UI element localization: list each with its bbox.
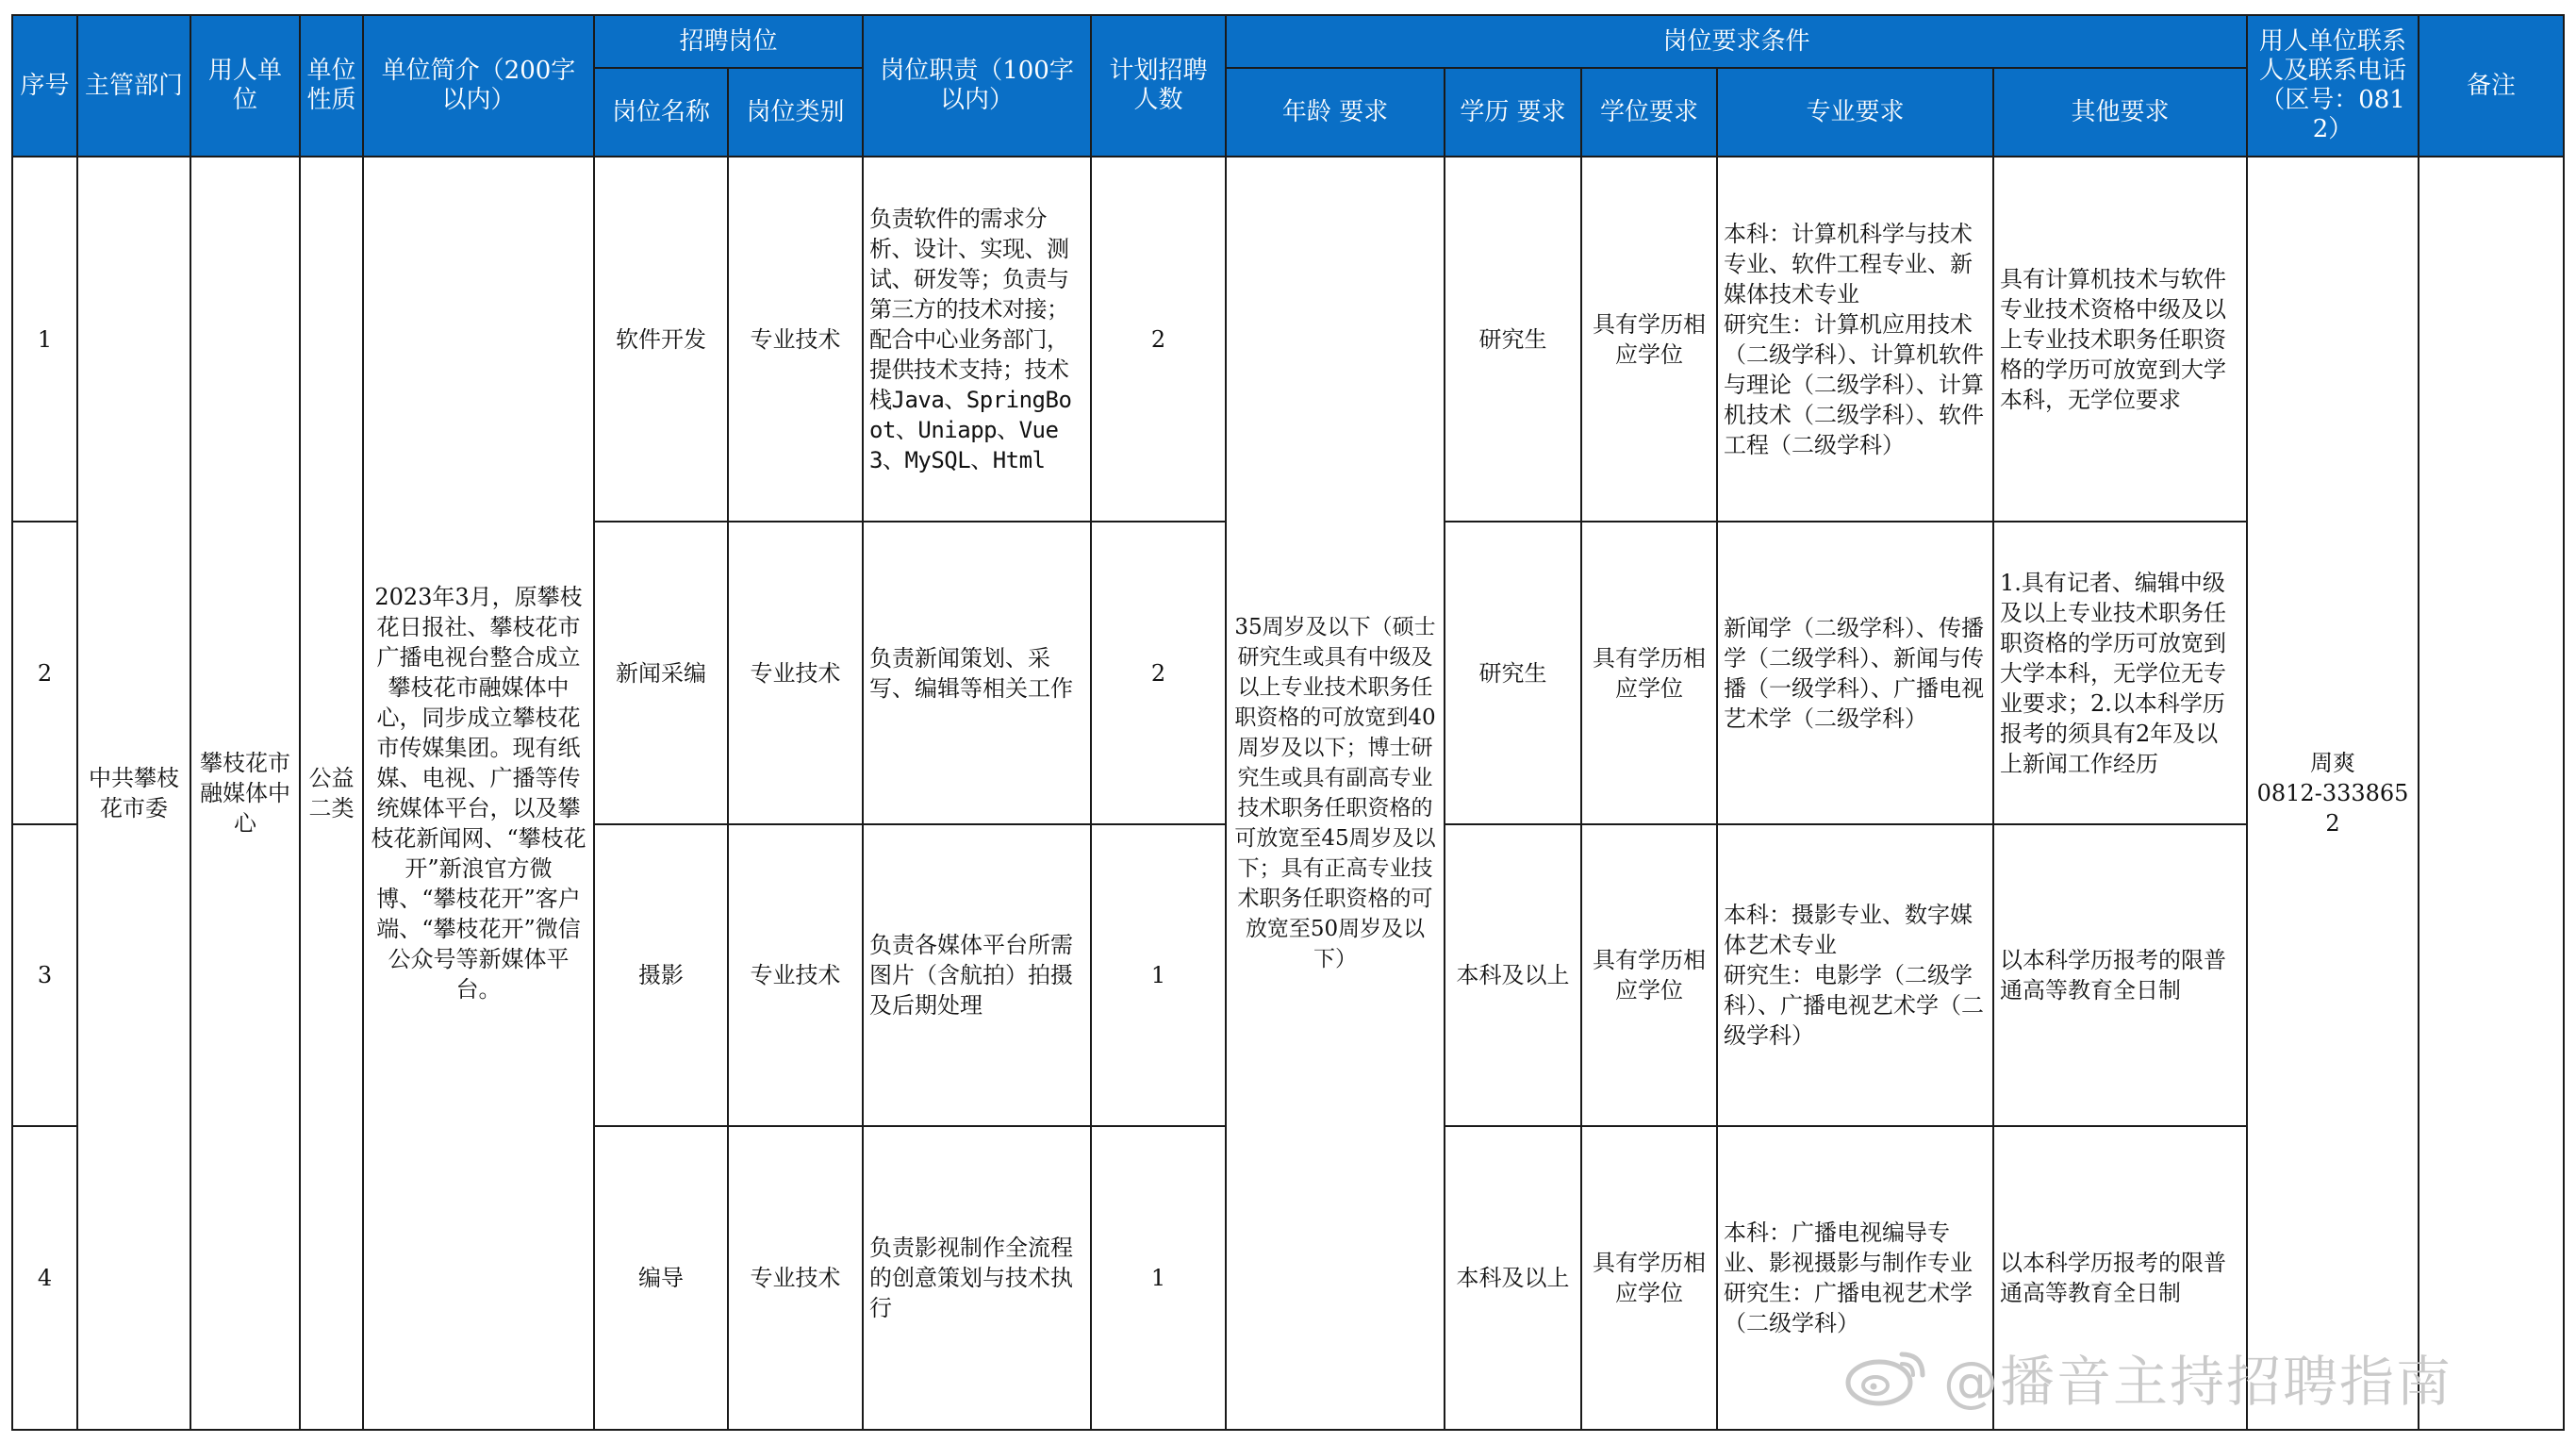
post-name-cell: 编导 [594,1126,728,1430]
header-major: 专业要求 [1717,68,1993,157]
header-req-group: 岗位要求条件 [1226,15,2247,68]
header-remark: 备注 [2419,15,2564,157]
major-cell: 本科：摄影专业、数字媒体艺术专业 研究生：电影学（二级学科）、广播电视艺术学（二级学科） [1717,824,1993,1126]
plan-cell: 1 [1091,824,1226,1126]
header-contact: 用人单位联系人及联系电话（区号：0812） [2247,15,2419,157]
post-type-cell: 专业技术 [728,824,863,1126]
age-cell: 35周岁及以下（硕士研究生或具有中级及以上专业技术职务任职资格的可放宽到40周岁及以下；博士研究生或具有副高专业技术职务任职资格的可放宽至45周岁及以下；具有正高专业技术职务任职资格的可放宽至50周岁及以下） [1226,157,1445,1430]
post-type-cell: 专业技术 [728,157,863,522]
intro-cell: 2023年3月，原攀枝花日报社、攀枝花市广播电视台整合成立攀枝花市融媒体中心，同步成立攀枝花市传媒集团。现有纸媒、电视、广播等传统媒体平台，以及攀枝花新闻网、“攀枝花开”新浪官方微博、“攀枝花开”客户端、“攀枝花开”微信公众号等新媒体平台。 [363,157,594,1430]
header-edu: 学历 要求 [1445,68,1581,157]
header-post-group: 招聘岗位 [594,15,863,68]
duty-cell: 负责新闻策划、采写、编辑等相关工作 [863,522,1091,824]
row-seq: 2 [12,522,77,824]
contact-name: 周爽 [2310,750,2356,776]
degree-cell: 具有学历相应学位 [1581,1126,1717,1430]
contact-cell [2247,157,2419,1430]
header-post-name: 岗位名称 [594,68,728,157]
header-plan: 计划招聘人数 [1091,15,1226,157]
edu-cell: 本科及以上 [1445,824,1581,1126]
nature-cell: 公益二类 [300,157,363,1430]
weibo-logo-icon [1843,1347,1930,1407]
header-duty: 岗位职责（100字以内） [863,15,1091,157]
header-age: 年龄 要求 [1226,68,1445,157]
row-seq: 1 [12,157,77,522]
post-type-cell: 专业技术 [728,522,863,824]
post-name-cell: 软件开发 [594,157,728,522]
duty-cell: 负责各媒体平台所需图片（含航拍）拍摄及后期处理 [863,824,1091,1126]
table-row [12,157,2564,522]
watermark-text: @播音主持招聘指南 [1943,1350,2453,1414]
edu-cell: 研究生 [1445,157,1581,522]
remark-cell [2419,157,2564,1430]
header-degree: 学位要求 [1581,68,1717,157]
edu-cell: 本科及以上 [1445,1126,1581,1430]
major-cell: 本科：计算机科学与技术专业、软件工程专业、新媒体技术专业 研究生：计算机应用技术（二级学科）、计算机软件与理论（二级学科）、计算机技术（二级学科）、软件工程（二级学科） [1717,157,1993,522]
contact-phone: 0812-3338652 [2256,780,2409,837]
duty-cell: 负责影视制作全流程的创意策划与技术执行 [863,1126,1091,1430]
plan-cell: 2 [1091,157,1226,522]
header-seq: 序号 [12,15,77,157]
degree-cell: 具有学历相应学位 [1581,522,1717,824]
other-cell: 以本科学历报考的限普通高等教育全日制 [1993,1126,2247,1430]
post-name-cell: 摄影 [594,824,728,1126]
post-name-cell: 新闻采编 [594,522,728,824]
dept-cell: 中共攀枝花市委 [77,157,190,1430]
employer-cell: 攀枝花市融媒体中心 [190,157,300,1430]
header-employer: 用人单位 [190,15,300,157]
header-intro: 单位简介（200字以内） [363,15,594,157]
other-cell: 以本科学历报考的限普通高等教育全日制 [1993,824,2247,1126]
row-seq: 3 [12,824,77,1126]
other-cell: 具有计算机技术与软件专业技术资格中级及以上专业技术职务任职资格的学历可放宽到大学本科，无学位要求 [1993,157,2247,522]
plan-cell: 1 [1091,1126,1226,1430]
edu-cell: 研究生 [1445,522,1581,824]
plan-cell: 2 [1091,522,1226,824]
header-other: 其他要求 [1993,68,2247,157]
header-nature: 单位性质 [300,15,363,157]
degree-cell: 具有学历相应学位 [1581,824,1717,1126]
header-dept: 主管部门 [77,15,190,157]
duty-cell: 负责软件的需求分析、设计、实现、测试、研发等；负责与第三方的技术对接；配合中心业务部门，提供技术支持；技术栈Java、SpringBoot、Uniapp、Vue3、MySQL、Html [863,157,1091,522]
major-cell: 本科：广播电视编导专业、影视摄影与制作专业 研究生：广播电视艺术学（二级学科） [1717,1126,1993,1430]
degree-cell: 具有学历相应学位 [1581,157,1717,522]
other-cell: 1.具有记者、编辑中级及以上专业技术职务任职资格的学历可放宽到大学本科，无学位无专业要求；2.以本科学历报考的须具有2年及以上新闻工作经历 [1993,522,2247,824]
post-type-cell: 专业技术 [728,1126,863,1430]
recruitment-table [11,14,2565,1431]
watermark [1843,1337,2452,1417]
row-seq: 4 [12,1126,77,1430]
major-cell: 新闻学（二级学科）、传播学（二级学科）、新闻与传播（一级学科）、广播电视艺术学（二级学科） [1717,522,1993,824]
header-post-type: 岗位类别 [728,68,863,157]
